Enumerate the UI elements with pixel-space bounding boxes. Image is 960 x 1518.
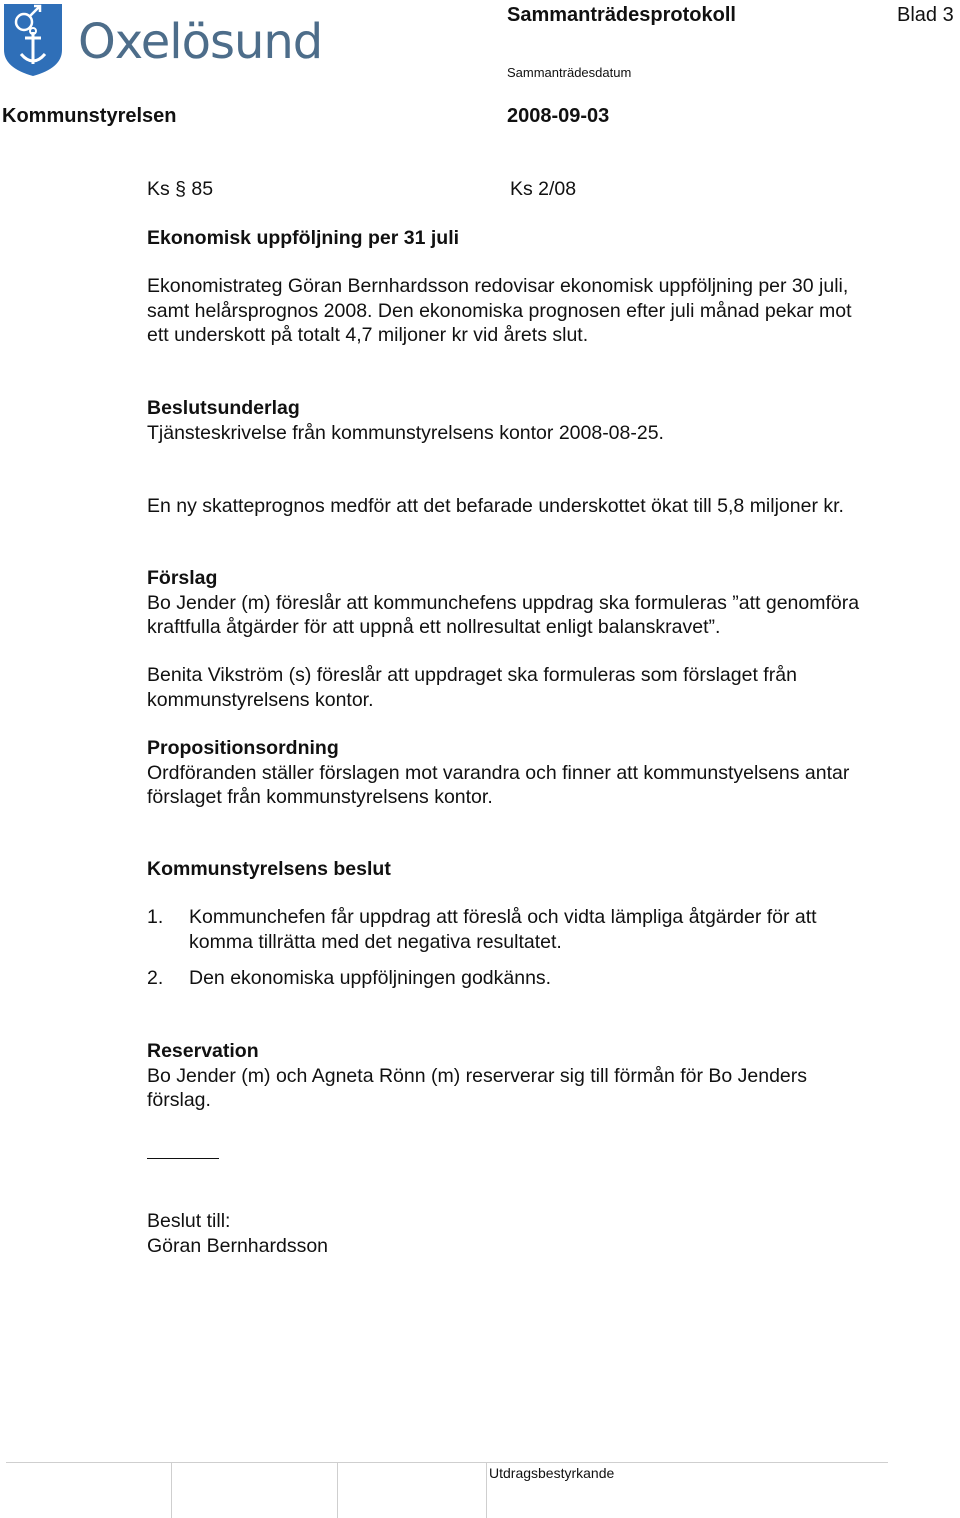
sent-to-section <box>147 1209 947 1258</box>
decision-item <box>189 966 929 991</box>
meeting-date: 2008-09-03 <box>507 105 610 127</box>
decision-item-number: 2. <box>147 967 164 989</box>
order-line: förslaget från kommunstyrelsens kontor. <box>147 786 493 808</box>
basis-heading: Beslutsunderlag <box>147 397 300 419</box>
tax-note-text: En ny skatteprognos medför att det befarade underskottet ökat till 5,8 miljoner kr. <box>147 495 844 517</box>
intro-line: Ekonomistrateg Göran Bernhardsson redovisar ekonomisk uppföljning per 30 juli, <box>147 275 849 297</box>
tax-note <box>147 494 947 519</box>
date-label: Sammanträdesdatum <box>507 65 632 80</box>
case-number: Ks § 85 <box>147 178 214 200</box>
sent-to-recipient: Göran Bernhardsson <box>147 1234 329 1257</box>
sent-to-label: Beslut till: <box>147 1210 231 1232</box>
decision-item-line: komma tillrätta med det negativa resultatet. <box>189 930 562 953</box>
proposal-alternative <box>147 663 947 712</box>
decision-item-line: Den ekonomiska uppföljningen godkänns. <box>189 967 552 989</box>
sheet-number: Blad 3 <box>897 4 954 26</box>
reservation-heading: Reservation <box>147 1040 259 1062</box>
decision-item-line: Kommunchefen får uppdrag att föreslå och vidta lämpliga åtgärder för att <box>189 906 817 928</box>
basis-section <box>147 396 947 445</box>
intro-line: samt helårsprognos 2008. Den ekonomiska prognosen efter juli månad pekar mot <box>147 299 852 322</box>
decision-heading: Kommunstyrelsens beslut <box>147 858 391 880</box>
municipal-logo <box>2 2 342 80</box>
decision-item-number: 1. <box>147 906 164 928</box>
order-line: Ordföranden ställer förslagen mot varandra och finner att kommunstyelsens antar <box>147 761 850 784</box>
intro-paragraph <box>147 274 947 348</box>
basis-text: Tjänsteskrivelse från kommunstyrelsens kontor 2008-08-25. <box>147 421 664 444</box>
footer-certification-label: Utdragsbestyrkande <box>489 1465 615 1481</box>
municipality-name: Oxelösund <box>78 14 323 70</box>
order-section <box>147 736 947 810</box>
decision-item <box>189 905 929 954</box>
intro-line: ett underskott på totalt 4,7 miljoner kr vid årets slut. <box>147 324 589 346</box>
footer-rule <box>6 1462 888 1463</box>
committee-name: Kommunstyrelsen <box>2 105 177 127</box>
footer-cell-divider <box>337 1462 338 1518</box>
proposal-heading: Förslag <box>147 567 218 589</box>
reservation-section <box>147 1039 947 1113</box>
coat-of-arms-icon <box>2 2 64 78</box>
proposal-line: kommunstyrelsens kontor. <box>147 688 374 711</box>
case-reference: Ks 2/08 <box>510 178 577 200</box>
footer-cell-divider <box>486 1462 487 1518</box>
proposal-line: Bo Jender (m) föreslår att kommunchefens uppdrag ska formuleras ”att genomföra <box>147 591 860 614</box>
decision-section <box>147 857 947 882</box>
footer-cell-divider <box>171 1462 172 1518</box>
proposal-section <box>147 566 947 640</box>
case-title: Ekonomisk uppföljning per 31 juli <box>147 227 460 249</box>
reservation-line: förslag. <box>147 1089 211 1111</box>
proposal-line: Benita Vikström (s) föreslår att uppdraget ska formuleras som förslaget från <box>147 664 797 686</box>
proposal-line: kraftfulla åtgärder för att uppnå ett nollresultat enligt balanskravet”. <box>147 616 721 638</box>
document-type: Sammanträdesprotokoll <box>507 4 736 26</box>
reservation-line: Bo Jender (m) och Agneta Rönn (m) reserverar sig till förmån för Bo Jenders <box>147 1064 808 1087</box>
section-divider <box>147 1158 219 1159</box>
order-heading: Propositionsordning <box>147 737 339 759</box>
